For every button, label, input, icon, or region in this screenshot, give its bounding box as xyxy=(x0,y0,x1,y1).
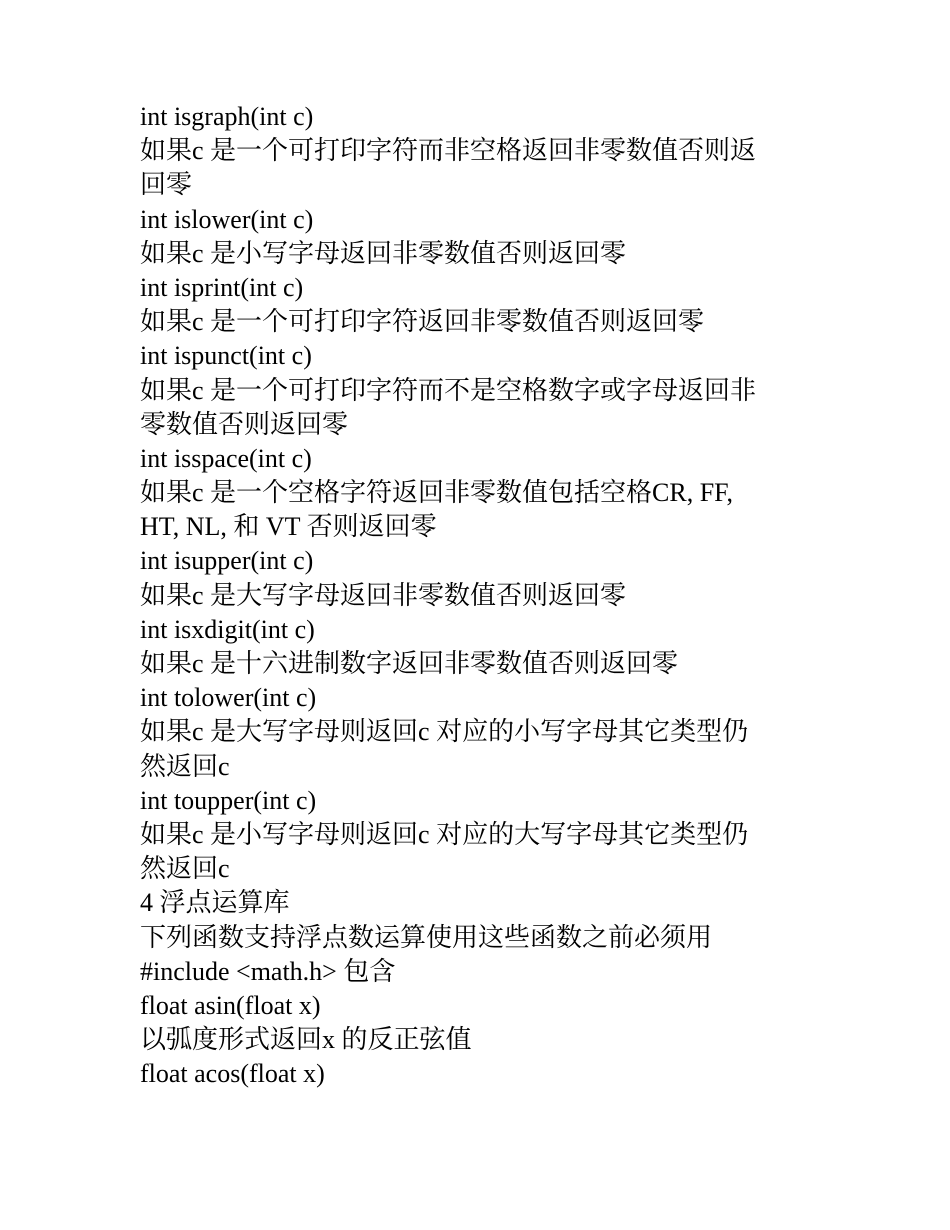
func-description-ispunct-cont: 零数值否则返回零 xyxy=(140,409,349,439)
func-description-isgraph: 如果c 是一个可打印字符而非空格返回非零数值否则返 xyxy=(140,136,757,166)
func-signature-isgraph: int isgraph(int c) xyxy=(140,102,314,131)
section-heading-float-math: 4 浮点运算库 xyxy=(140,888,290,918)
func-signature-acos: float acos(float x) xyxy=(140,1059,325,1089)
func-description-islower: 如果c 是小写字母返回非零数值否则返回零 xyxy=(140,238,627,268)
func-description-isspace-cont: HT, NL, 和 VT 否则返回零 xyxy=(140,512,437,542)
func-signature-isxdigit: int isxdigit(int c) xyxy=(140,614,315,644)
func-description-toupper-cont: 然返回c xyxy=(140,854,230,884)
func-description-asin: 以弧度形式返回x 的反正弦值 xyxy=(140,1025,472,1055)
func-signature-isupper: int isupper(int c) xyxy=(140,546,314,576)
func-description-ispunct: 如果c 是一个可打印字符而不是空格数字或字母返回非 xyxy=(140,375,757,405)
func-description-tolower: 如果c 是大写字母则返回c 对应的小写字母其它类型仍 xyxy=(140,717,749,747)
func-description-isgraph-cont: 回零 xyxy=(140,170,193,200)
func-signature-asin: float asin(float x) xyxy=(140,990,321,1020)
func-description-isspace: 如果c 是一个空格字符返回非零数值包括空格CR, FF, xyxy=(140,478,734,508)
func-description-isxdigit: 如果c 是十六进制数字返回非零数值否则返回零 xyxy=(140,649,679,678)
func-signature-islower: int islower(int c) xyxy=(140,204,314,234)
include-directive: #include <math.h> 包含 xyxy=(140,956,396,986)
document-body xyxy=(140,100,830,1091)
func-signature-toupper: int toupper(int c) xyxy=(140,785,317,815)
func-signature-isprint: int isprint(int c) xyxy=(140,272,304,302)
func-description-tolower-cont: 然返回c xyxy=(140,751,230,781)
func-description-isprint: 如果c 是一个可打印字符返回非零数值否则返回零 xyxy=(140,307,705,337)
func-description-toupper: 如果c 是小写字母则返回c 对应的大写字母其它类型仍 xyxy=(140,819,749,849)
func-signature-ispunct: int ispunct(int c) xyxy=(140,341,312,371)
func-description-isupper: 如果c 是大写字母返回非零数值否则返回零 xyxy=(140,580,627,610)
section-intro: 下列函数支持浮点数运算使用这些函数之前必须用 xyxy=(140,922,713,952)
func-signature-isspace: int isspace(int c) xyxy=(140,443,312,473)
func-signature-tolower: int tolower(int c) xyxy=(140,683,317,713)
